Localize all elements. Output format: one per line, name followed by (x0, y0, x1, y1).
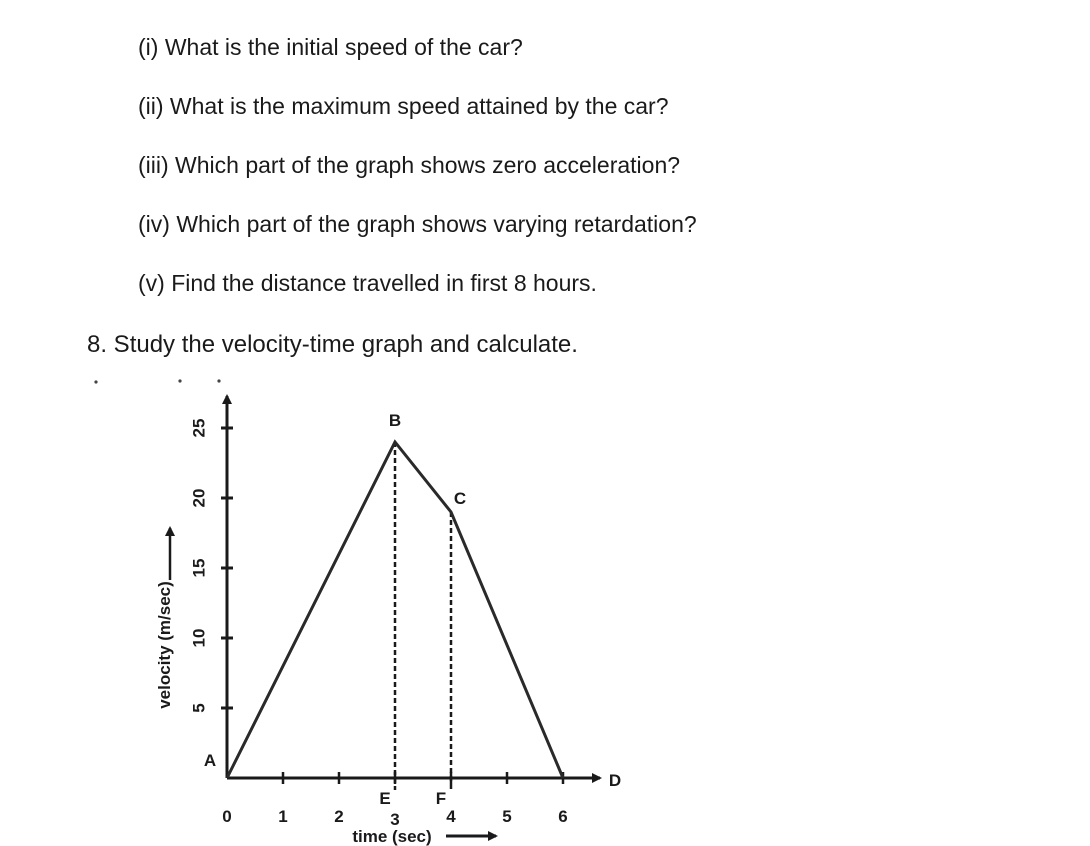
x-tick-label: 2 (334, 807, 344, 826)
stray-mark (94, 380, 97, 383)
point-label-a: A (203, 751, 217, 770)
y-axis-label: velocity (m/sec) (155, 581, 174, 709)
x-tick-label: 4 (446, 807, 456, 826)
x-tick-label: 3 (390, 810, 400, 829)
y-tick-label: 25 (189, 418, 209, 438)
y-tick-label: 10 (189, 628, 209, 648)
x-tick-label: 5 (502, 807, 512, 826)
x-axis-label: time (sec) (352, 827, 432, 846)
x-tick-label: 6 (558, 807, 568, 826)
x-tick-label: 0 (222, 807, 232, 826)
point-label-d: D (608, 771, 622, 790)
x-tick-label: 1 (278, 807, 288, 826)
question-8-heading: 8. Study the velocity-time graph and calculate. (87, 331, 578, 358)
question-3: (iii) Which part of the graph shows zero acceleration? (138, 152, 681, 178)
stray-mark (217, 379, 220, 382)
marker-label-f: F (435, 789, 447, 808)
question-4: (iv) Which part of the graph shows varying retardation? (138, 211, 697, 237)
point-label-b: B (388, 411, 402, 430)
question-2: (ii) What is the maximum speed attained by the car? (138, 93, 669, 119)
stray-mark (178, 379, 181, 382)
point-label-c: C (453, 489, 467, 508)
question-5: (v) Find the distance travelled in first 8 hours. (138, 270, 597, 296)
y-tick-label: 5 (189, 703, 209, 713)
marker-label-e: E (379, 789, 391, 808)
y-tick-label: 15 (189, 558, 209, 578)
y-tick-label: 20 (189, 488, 209, 508)
question-1: (i) What is the initial speed of the car? (138, 34, 523, 60)
